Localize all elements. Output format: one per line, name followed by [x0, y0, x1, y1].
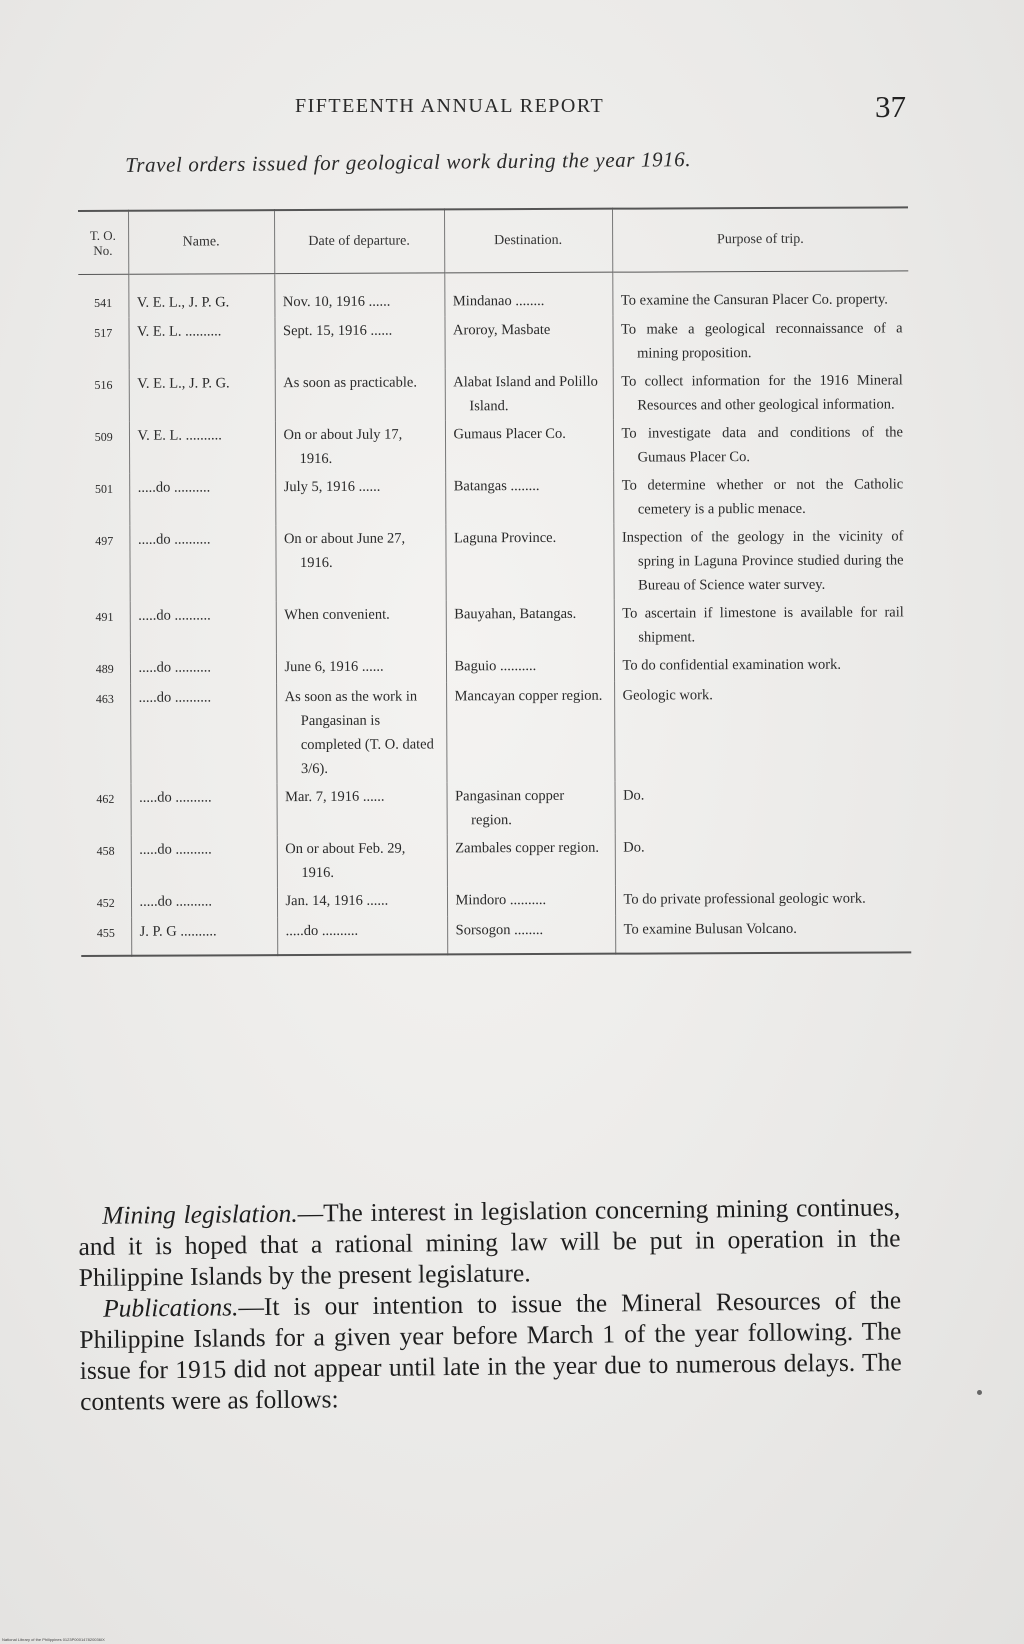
date-text: When convenient. — [284, 606, 390, 624]
scan-speck — [977, 1390, 982, 1395]
destination-cell — [447, 916, 615, 955]
name-text: .....do .......... — [137, 531, 211, 548]
destination-text: Mindoro .......... — [455, 891, 547, 909]
date-cell — [277, 916, 447, 955]
purpose-text: To examine the Cansuran Placer Co. property. — [620, 291, 888, 309]
date-cell — [277, 886, 447, 917]
table-row — [81, 832, 911, 888]
order-number-text: 452 — [96, 895, 115, 910]
table-row — [80, 650, 910, 684]
purpose-cell — [613, 366, 909, 419]
date-text: On or about June 27, 1916. — [283, 530, 406, 572]
paragraph-mining-legislation — [78, 1191, 901, 1293]
name-cell — [128, 274, 274, 318]
order-number-cell — [79, 526, 129, 602]
name-cell — [131, 917, 277, 956]
name-text: V. E. L. .......... — [137, 427, 222, 444]
destination-text: Aroroy, Masbate — [452, 321, 551, 339]
purpose-text: Geologic work. — [622, 687, 713, 704]
travel-orders-table — [78, 206, 911, 957]
purpose-cell — [615, 914, 911, 953]
purpose-cell — [615, 832, 911, 885]
date-cell — [275, 368, 445, 421]
purpose-text: To make a geological reconnaissance of a mining proposition. — [620, 320, 903, 362]
destination-text: Gumaus Placer Co. — [453, 425, 566, 443]
column-header-name: Name. — [128, 210, 274, 274]
table-row — [79, 418, 909, 474]
order-number-cell — [81, 784, 131, 836]
order-number-cell — [79, 370, 129, 422]
name-cell — [129, 421, 275, 474]
scan-footer-note: National Library of the Philippines 0123P000147820036IX — [2, 1637, 105, 1642]
destination-cell — [445, 420, 613, 473]
date-cell — [276, 600, 446, 653]
date-text: Nov. 10, 1916 ...... — [282, 293, 391, 311]
destination-text: Batangas ........ — [453, 477, 540, 495]
date-cell — [274, 316, 444, 369]
destination-text: Zambales copper region. — [455, 839, 600, 857]
order-number-cell — [80, 684, 130, 784]
destination-cell — [446, 682, 614, 783]
destination-text: Baguio .......... — [454, 658, 537, 675]
column-header-date: Date of departure. — [274, 209, 444, 273]
name-text: V. E. L., J. P. G. — [136, 294, 230, 311]
purpose-text: To collect information for the 1916 Mineral Resources and other geological information. — [621, 372, 903, 414]
destination-text: Alabat Island and Polillo Island. — [453, 373, 598, 415]
purpose-cell — [612, 271, 908, 316]
table-row — [81, 884, 911, 918]
purpose-text: To examine Bulusan Volcano. — [623, 920, 797, 938]
purpose-text: Do. — [623, 839, 645, 856]
destination-cell — [444, 316, 612, 369]
purpose-cell — [614, 650, 910, 681]
destination-text: Pangasinan copper region. — [455, 787, 565, 829]
destination-text: Mancayan copper region. — [454, 687, 603, 705]
date-text: On or about Feb. 29, 1916. — [285, 840, 406, 882]
purpose-text: Inspection of the geology in the vicinity of spring in Laguna Province studied during the Bureau of Science water survey. — [621, 528, 904, 594]
purpose-cell — [613, 522, 909, 599]
paragraph-heading: Mining legislation. — [102, 1198, 298, 1230]
destination-cell — [445, 472, 613, 525]
date-cell — [275, 420, 445, 473]
date-text: As soon as practicable. — [283, 374, 417, 392]
date-cell — [276, 652, 446, 683]
date-text: On or about July 17, 1916. — [283, 426, 403, 468]
name-cell — [129, 369, 275, 422]
name-text: .....do .......... — [139, 841, 212, 858]
purpose-cell — [613, 418, 909, 471]
table-row — [79, 470, 909, 526]
destination-text: Laguna Province. — [453, 529, 557, 547]
order-number-text: 491 — [95, 609, 114, 624]
date-text: Jan. 14, 1916 ...... — [285, 892, 389, 910]
purpose-cell — [615, 884, 911, 915]
order-number-cell — [80, 654, 130, 684]
destination-cell — [447, 886, 615, 917]
destination-cell — [447, 834, 615, 887]
purpose-text: To investigate data and conditions of the Gumaus Placer Co. — [621, 424, 904, 466]
table-caption: Travel orders issued for geological work during the year 1916. — [125, 147, 692, 177]
purpose-text: Do. — [623, 787, 645, 804]
body-text — [78, 1191, 902, 1417]
date-text: Sept. 15, 1916 ...... — [282, 322, 393, 340]
table-body — [78, 271, 911, 956]
date-text: July 5, 1916 ...... — [283, 478, 381, 496]
name-text: V. E. L. .......... — [136, 323, 222, 340]
date-cell — [276, 682, 446, 783]
date-text: June 6, 1916 ...... — [284, 658, 384, 676]
column-header-to-no: T. O. No. — [78, 211, 128, 275]
order-number-cell — [79, 474, 129, 526]
name-text: .....do .......... — [139, 893, 213, 910]
page-number: 37 — [875, 89, 906, 124]
purpose-cell — [614, 680, 910, 781]
table-header-row — [78, 207, 908, 274]
table-row — [81, 780, 911, 836]
order-number-text: 489 — [95, 661, 114, 676]
order-number-text: 509 — [94, 429, 113, 444]
purpose-text: To do private professional geologic work. — [623, 890, 866, 908]
table-row — [78, 271, 908, 318]
date-cell — [275, 524, 445, 601]
order-number-text: 463 — [95, 691, 114, 706]
name-cell — [130, 601, 276, 654]
column-header-purpose: Purpose of trip. — [612, 207, 908, 272]
date-text: As soon as the work in Pangasinan is completed (T. O. dated 3/6). — [284, 688, 434, 778]
destination-cell — [445, 524, 613, 601]
order-number-cell — [78, 274, 128, 318]
table-row — [79, 522, 909, 602]
name-text: .....do .......... — [137, 479, 211, 496]
order-number-text: 516 — [94, 377, 113, 392]
order-number-text: 497 — [95, 533, 114, 548]
purpose-cell — [614, 780, 910, 833]
purpose-cell — [614, 598, 910, 651]
destination-cell — [446, 600, 614, 653]
name-cell — [129, 525, 275, 602]
column-header-destination: Destination. — [444, 209, 612, 273]
order-number-text: 458 — [96, 843, 115, 858]
destination-text: Sorsogon ........ — [455, 921, 544, 939]
date-cell — [277, 782, 447, 835]
date-cell — [277, 834, 447, 887]
order-number-cell — [79, 422, 129, 474]
name-text: .....do .......... — [139, 789, 212, 806]
destination-cell — [444, 272, 612, 316]
purpose-text: To do confidential examination work. — [622, 656, 841, 674]
name-cell — [128, 317, 274, 370]
date-text: Mar. 7, 1916 ...... — [285, 788, 385, 806]
name-text: .....do .......... — [138, 659, 212, 676]
name-cell — [130, 683, 276, 784]
order-number-cell — [78, 318, 128, 370]
order-number-text: 501 — [94, 481, 113, 496]
table-row — [80, 598, 910, 654]
order-number-cell — [81, 836, 131, 888]
name-text: V. E. L., J. P. G. — [137, 375, 230, 392]
order-number-cell — [81, 918, 131, 956]
purpose-cell — [612, 314, 908, 367]
paragraph-text: —It is our intention to issue the Mineral Resources of the Philippine Islands for a given year before March 1 of the year following. The issue for 1915 did not appear until late in the year due to numerous delays. The contents were as follows: — [79, 1285, 902, 1416]
name-cell — [131, 783, 277, 836]
destination-cell — [445, 368, 613, 421]
name-text: .....do .......... — [138, 689, 212, 706]
name-text: .....do .......... — [138, 607, 211, 624]
table-row — [81, 914, 911, 956]
name-cell — [131, 835, 277, 888]
table-row — [80, 680, 910, 784]
order-number-text: 541 — [94, 295, 113, 310]
paragraph-publications — [79, 1284, 902, 1417]
paragraph-heading: Publications. — [102, 1292, 239, 1323]
date-text: .....do .......... — [285, 922, 359, 940]
destination-cell — [447, 782, 615, 835]
destination-text: Bauyahan, Batangas. — [454, 605, 577, 623]
table-row — [79, 366, 909, 422]
running-title: FIFTEENTH ANNUAL REPORT — [295, 95, 605, 117]
date-cell — [275, 472, 445, 525]
destination-cell — [446, 652, 614, 683]
name-text: J. P. G .......... — [139, 923, 217, 940]
order-number-text: 517 — [94, 325, 113, 340]
order-number-cell — [80, 602, 130, 654]
order-number-cell — [81, 888, 131, 918]
order-number-text: 462 — [96, 791, 115, 806]
purpose-text: To ascertain if limestone is available for rail shipment. — [622, 604, 904, 646]
date-cell — [274, 273, 444, 317]
name-cell — [129, 473, 275, 526]
purpose-cell — [613, 470, 909, 523]
name-cell — [131, 887, 277, 918]
order-number-text: 455 — [96, 925, 115, 940]
paragraph-text: —The interest in legislation concerning mining continues, and it is hoped that a rational mining law will be put in operation in the Philippine Islands by the present legislature. — [78, 1192, 901, 1292]
purpose-text: To determine whether or not the Catholic cemetery is a public menace. — [621, 476, 904, 518]
table-row — [78, 314, 908, 370]
destination-text: Mindanao ........ — [452, 292, 545, 310]
name-cell — [130, 653, 276, 684]
